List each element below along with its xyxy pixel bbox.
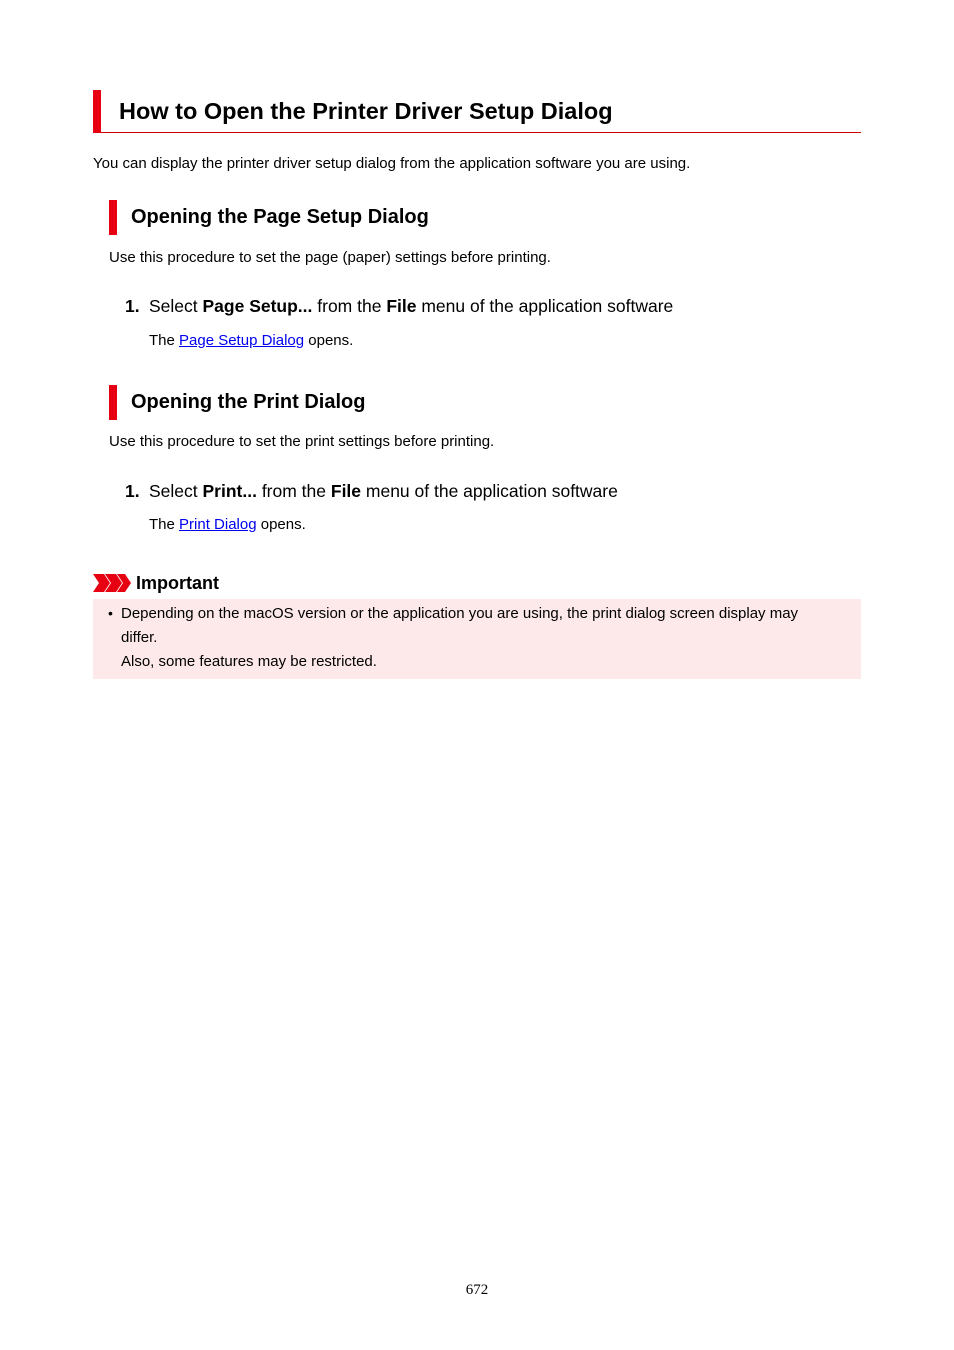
- title-accent-bar: [93, 90, 101, 133]
- important-text-line: differ.: [121, 629, 158, 646]
- page-title-text: How to Open the Printer Driver Setup Dialog: [119, 98, 613, 124]
- step-text-suffix: menu of the application software: [361, 481, 618, 501]
- step-number: 1.: [125, 481, 140, 501]
- section-heading-text: Opening the Page Setup Dialog: [131, 206, 429, 228]
- intro-paragraph: You can display the printer driver setup dialog from the application software you are using.: [93, 155, 691, 172]
- step-menu-name: File: [386, 296, 417, 316]
- step-item: [125, 481, 618, 502]
- important-label: Important: [136, 573, 219, 593]
- step-text-middle: from the: [256, 481, 331, 501]
- important-chevrons-icon: [93, 574, 133, 592]
- step-number: 1.: [125, 296, 140, 316]
- step-result: [149, 332, 353, 349]
- step-menu-name: File: [330, 481, 362, 501]
- section-accent-bar: [109, 200, 117, 235]
- page-number: 672: [465, 1282, 489, 1298]
- result-suffix: opens.: [304, 332, 354, 349]
- step-item: [125, 296, 673, 317]
- section-description: Use this procedure to set the page (paper) settings before printing.: [109, 249, 551, 266]
- step-menu-item: Print...: [202, 481, 257, 501]
- important-text-line: Depending on the macOS version or the application you are using, the print dialog screen display may: [121, 605, 799, 622]
- print-dialog-link[interactable]: Print Dialog: [179, 516, 257, 533]
- section-description: Use this procedure to set the print settings before printing.: [109, 433, 495, 450]
- step-result: [149, 516, 306, 533]
- result-suffix: opens.: [256, 516, 306, 533]
- page-title: [93, 90, 861, 133]
- result-prefix: The: [149, 332, 180, 349]
- important-text-line: Also, some features may be restricted.: [121, 653, 377, 670]
- step-menu-item: Page Setup...: [202, 296, 313, 316]
- page-setup-dialog-link[interactable]: Page Setup Dialog: [179, 332, 305, 349]
- step-text-middle: from the: [312, 296, 387, 316]
- important-box: [93, 599, 861, 679]
- section-accent-bar: [109, 385, 117, 420]
- result-prefix: The: [149, 516, 180, 533]
- bullet-marker: •: [108, 605, 113, 621]
- step-text-prefix: Select: [149, 296, 203, 316]
- section-heading-text: Opening the Print Dialog: [131, 391, 366, 413]
- step-text-prefix: Select: [149, 481, 203, 501]
- step-text-suffix: menu of the application software: [416, 296, 674, 316]
